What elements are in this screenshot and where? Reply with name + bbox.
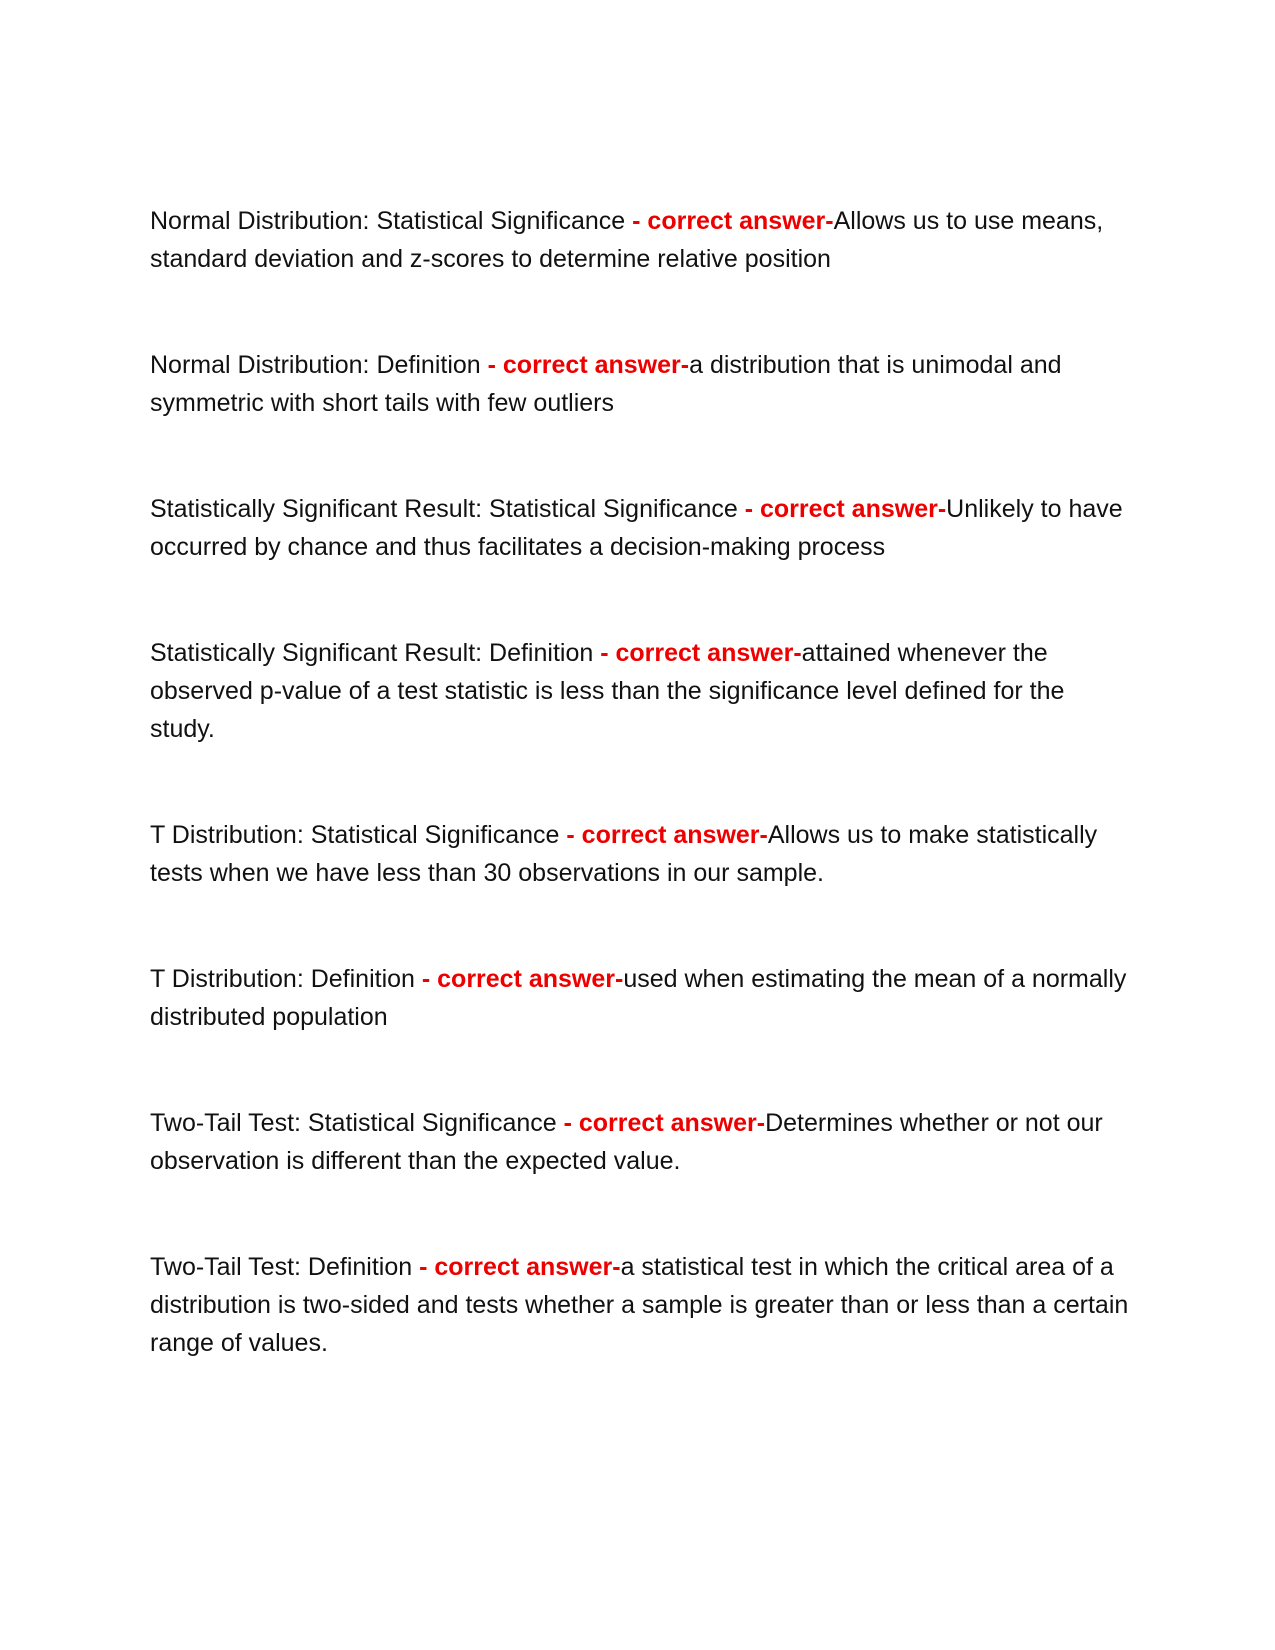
flashcard-answer: Allows us to use means, standard deviation and z-scores to determine relative position — [150, 207, 1104, 273]
flashcard-answer: Unlikely to have occurred by chance and thus facilitates a decision-making process — [150, 495, 1123, 561]
flashcard-term: Normal Distribution: Definition — [150, 351, 488, 379]
correct-answer-label: - correct answer- — [487, 351, 690, 379]
flashcard-item — [150, 346, 1130, 422]
correct-answer-label: - correct answer- — [419, 1253, 621, 1281]
flashcard-term: Two-Tail Test: Statistical Significance — [150, 1109, 564, 1137]
correct-answer-label: - correct answer- — [744, 495, 947, 523]
flashcard-item — [150, 490, 1130, 566]
flashcard-answer: a statistical test in which the critical area of a distribution is two-sided and tests whether a sample is greater than or less than a certain range of values. — [150, 1253, 1129, 1357]
correct-answer-label: - correct answer- — [421, 965, 624, 993]
flashcard-term: T Distribution: Definition — [150, 965, 422, 993]
correct-answer-label: - correct answer- — [563, 1109, 766, 1137]
flashcard-item — [150, 1248, 1130, 1362]
flashcard-term: Statistically Significant Result: Statistical Significance — [150, 495, 745, 523]
flashcard-item — [150, 1104, 1130, 1180]
flashcard-list — [150, 202, 1130, 1430]
flashcard-term: Normal Distribution: Statistical Significance — [150, 207, 633, 235]
correct-answer-label: - correct answer- — [600, 639, 802, 667]
flashcard-term: Statistically Significant Result: Definition — [150, 639, 601, 667]
flashcard-answer: Determines whether or not our observation is different than the expected value. — [150, 1109, 1103, 1175]
flashcard-answer: attained whenever the observed p-value of a test statistic is less than the significance level defined for the study. — [150, 639, 1065, 743]
flashcard-item — [150, 634, 1130, 748]
flashcard-answer: used when estimating the mean of a normally distributed population — [150, 965, 1127, 1031]
flashcard-term: T Distribution: Statistical Significance — [150, 821, 567, 849]
correct-answer-label: - correct answer- — [632, 207, 834, 235]
flashcard-item — [150, 960, 1130, 1036]
flashcard-item — [150, 816, 1130, 892]
flashcard-answer: a distribution that is unimodal and symmetric with short tails with few outliers — [150, 351, 1062, 417]
flashcard-term: Two-Tail Test: Definition — [150, 1253, 420, 1281]
correct-answer-label: - correct answer- — [566, 821, 768, 849]
flashcard-answer: Allows us to make statistically tests when we have less than 30 observations in our sample. — [150, 821, 1098, 887]
flashcard-item — [150, 202, 1130, 278]
